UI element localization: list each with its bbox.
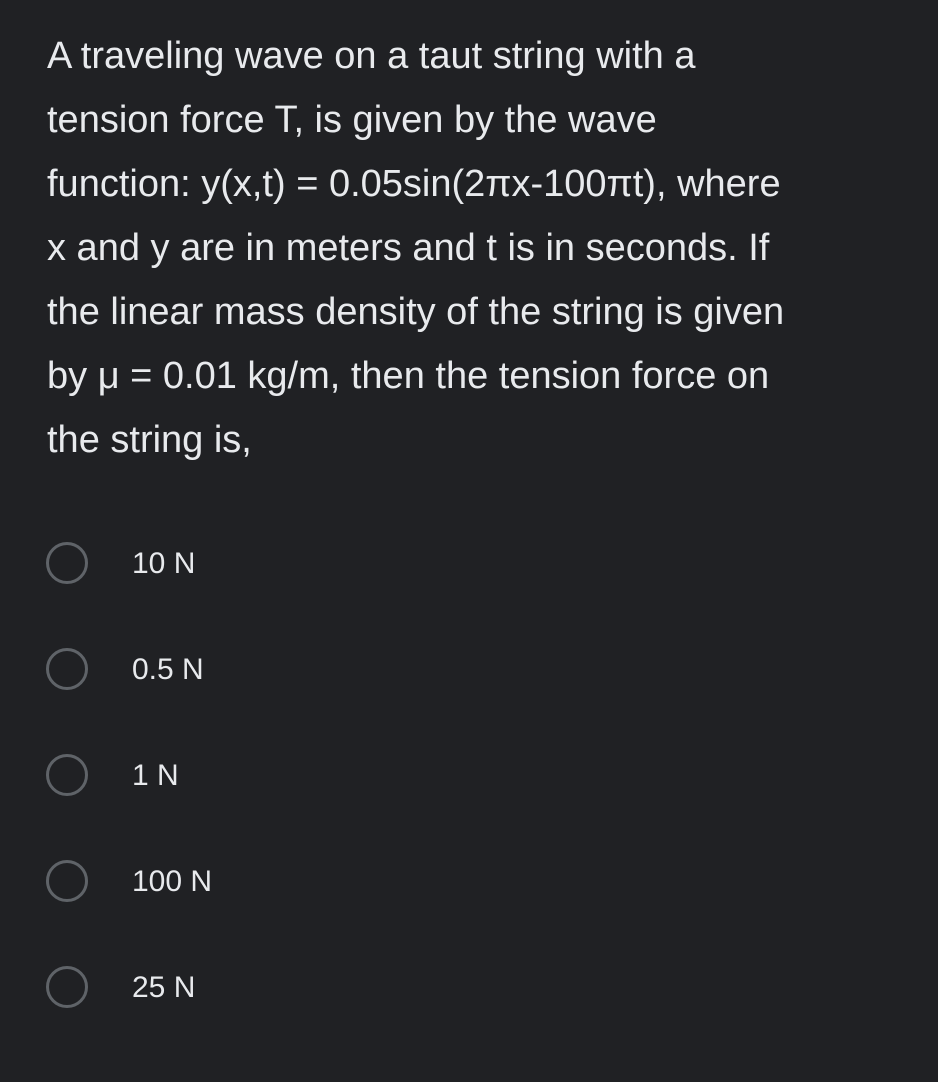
- option-label[interactable]: 1 N: [132, 759, 179, 792]
- option-1n[interactable]: [46, 746, 546, 852]
- question-line: x and y are in meters and t is in seconds. If: [47, 227, 770, 269]
- radio-button-icon[interactable]: [46, 542, 88, 584]
- option-10n[interactable]: [46, 534, 546, 640]
- radio-button-icon[interactable]: [46, 754, 88, 796]
- option-0-5n[interactable]: [46, 640, 546, 746]
- radio-button-icon[interactable]: [46, 648, 88, 690]
- question-line: the linear mass density of the string is given: [47, 291, 785, 333]
- option-label[interactable]: 100 N: [132, 865, 213, 898]
- radio-button-icon[interactable]: [46, 860, 88, 902]
- question-line: by μ = 0.01 kg/m, then the tension force on: [47, 355, 770, 397]
- question-line: the string is,: [47, 419, 252, 461]
- option-label[interactable]: 25 N: [132, 971, 196, 1004]
- option-label[interactable]: 10 N: [132, 547, 196, 580]
- option-100n[interactable]: [46, 852, 546, 958]
- question-text: [47, 24, 907, 472]
- option-25n[interactable]: [46, 958, 546, 1064]
- question-line: tension force T, is given by the wave: [47, 99, 657, 141]
- question-line: function: y(x,t) = 0.05sin(2πx-100πt), where: [47, 163, 781, 205]
- question-line: A traveling wave on a taut string with a: [47, 35, 696, 77]
- radio-button-icon[interactable]: [46, 966, 88, 1008]
- answer-options: [46, 534, 546, 1064]
- option-label[interactable]: 0.5 N: [132, 653, 204, 686]
